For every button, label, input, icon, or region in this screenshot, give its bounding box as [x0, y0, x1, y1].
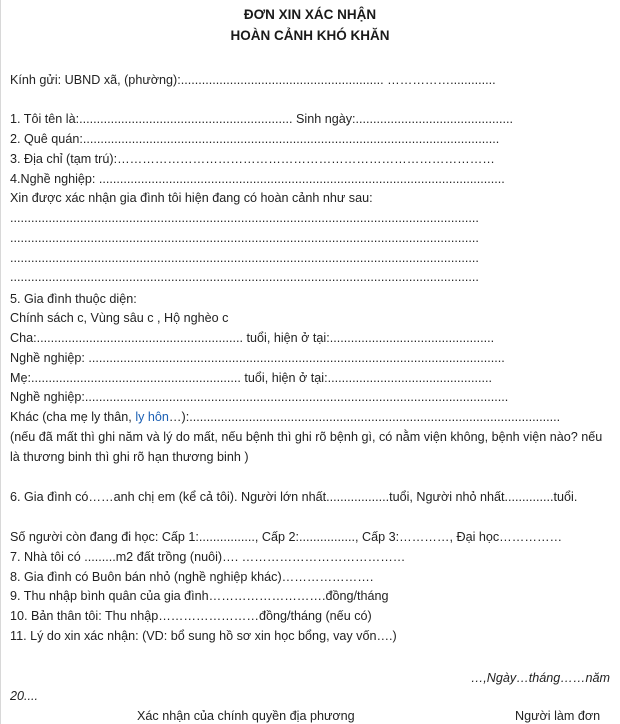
hometown-line: 2. Quê quán:....................................................................................................................... — [10, 132, 500, 146]
blank-dotted-line: ...................................................................................................................................... — [10, 251, 479, 265]
mother-line: Mẹ:............................................................ tuổi, hiện ở tại:............................................... — [10, 371, 493, 385]
date-line: …,Ngày…tháng……năm — [470, 671, 610, 685]
reason-line: 11. Lý do xin xác nhận: (VD: bổ sung hồ sơ xin học bổng, vay vốn….) — [10, 629, 397, 643]
year-line: 20.... — [10, 689, 39, 703]
siblings-paragraph: 6. Gia đình có……anh chị em (kể cả tôi). Người lớn nhất..................tuổi, Người nhỏ nhất..............tuổi. — [10, 490, 578, 504]
other-status-dots: …):.......................................................................................................... — [168, 410, 561, 424]
blank-dotted-line: ...................................................................................................................................... — [10, 211, 479, 225]
father-occupation-line: Nghề nghiệp: ....................................................................................................................... — [10, 351, 505, 365]
mother-occupation-line: Nghề nghiệp:......................................................................................................................... — [10, 390, 509, 404]
land-line: 7. Nhà tôi có .........m2 đất trồng (nuôi)…. ………………………………… — [10, 550, 406, 564]
address-line: 3. Địa chỉ (tạm trú):……………………………………………………………………………… — [10, 152, 495, 166]
father-line: Cha:........................................................... tuổi, hiện ở tại:............................................... — [10, 331, 495, 345]
blank-dotted-line: ...................................................................................................................................... — [10, 231, 479, 245]
divorce-link[interactable]: ly hôn — [135, 410, 169, 424]
page-left-border — [0, 0, 1, 724]
document-title-line-2: HOÀN CẢNH KHÓ KHĂN — [230, 28, 390, 43]
request-intro-line: Xin được xác nhận gia đình tôi hiện đang có hoàn cảnh như sau: — [10, 191, 373, 205]
note-paragraph: (nếu đã mất thì ghi năm và lý do mất, nếu bệnh thì ghi rõ bệnh gì, có nằm viện không, bệnh viện nào? nếu là thương binh thì ghi rõ hạn thương binh ) — [10, 430, 603, 464]
students-count-line: Số người còn đang đi học: Cấp 1:................, Cấp 2:................, Cấp 3:…………, Đại học…………… — [10, 530, 563, 544]
occupation-line: 4.Nghề nghiệp: .................................................................................................................... — [10, 172, 505, 186]
blank-dotted-line: ...................................................................................................................................... — [10, 270, 479, 284]
family-income-line: 9. Thu nhập bình quân của gia đình……………………….đồng/tháng — [10, 589, 389, 603]
personal-income-line: 10. Bản thân tôi: Thu nhập……………………đồng/tháng (nếu có) — [10, 609, 372, 623]
recipient-line: Kính gửi: UBND xã, (phường):.......................................................... ……………............. — [10, 73, 496, 87]
other-status-line — [10, 410, 560, 425]
applicant-label: Người làm đơn — [515, 709, 601, 723]
other-status-label: Khác (cha mẹ ly thân, — [10, 410, 136, 424]
family-business-line: 8. Gia đình có Buôn bán nhỏ (nghề nghiệp khác)…………………. — [10, 570, 374, 584]
local-authority-confirmation-label: Xác nhận của chính quyền địa phương — [137, 709, 355, 723]
family-category-options: Chính sách c, Vùng sâu c , Hộ nghèo c — [10, 311, 229, 325]
family-category-heading: 5. Gia đình thuộc diện: — [10, 292, 137, 306]
name-birthdate-line: 1. Tôi tên là:............................................................. Sinh ngày:............................................. — [10, 112, 513, 126]
document-title-line-1: ĐƠN XIN XÁC NHẬN — [243, 7, 377, 22]
